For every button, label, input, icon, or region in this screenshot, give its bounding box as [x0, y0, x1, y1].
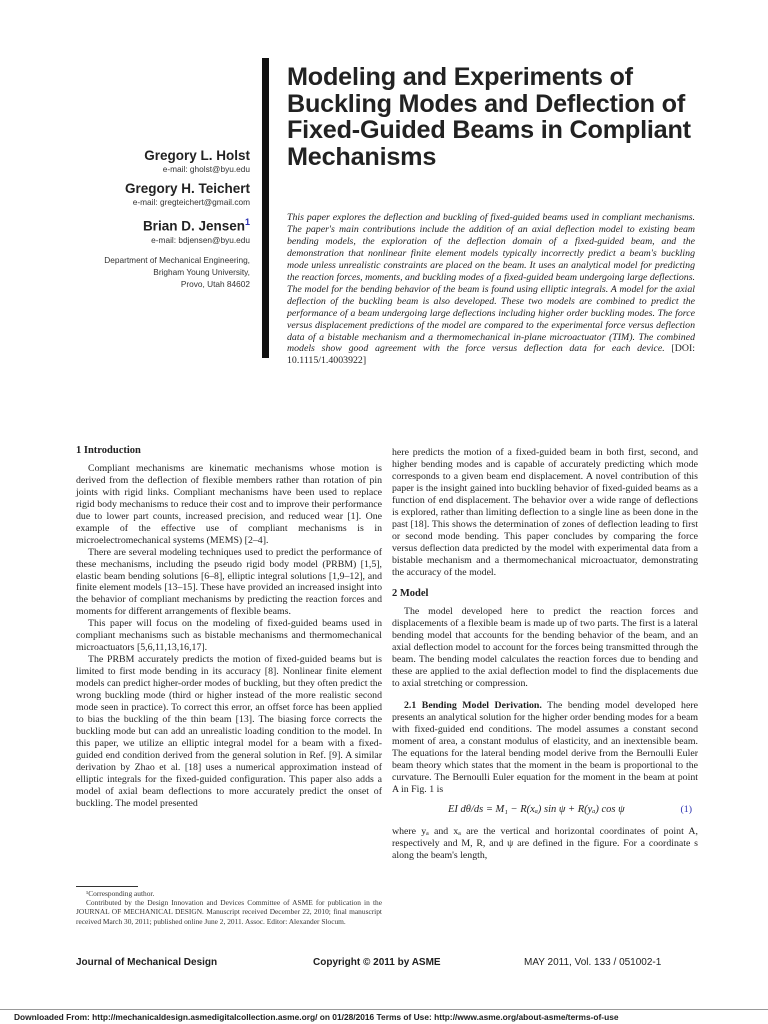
footnote: Contributed by the Design Innovation and Devices Committee of ASME for publication in the JOURNAL OF MECHANICAL DESIGN. Manuscript received December 22, 2010; final manuscript received March 30, 2011; published online June 2, 2011. Assoc. Editor: Alexander Slocum.	[76, 898, 382, 926]
abstract	[287, 212, 695, 367]
footnotes	[76, 889, 382, 926]
abstract-text: This paper explores the deflection and buckling of fixed-guided beams used in compliant mechanisms. The paper's main contributions include the addition of an axial deflection model to existing beam bending models, the exploration of the deflection domain of a fixed-guided beam, and the demonstration that nonlinear finite element models typically incorrectly predict a beam's buckling mode unless unrealistic constraints are placed on the beam. It uses an analytical model for predicting the reaction forces, moments, and buckling modes of a fixed-guided beam undergoing large deflections. The model for the bending behavior of the beam is found using elliptic integrals. A model for the axial deflection of the buckling beam is also developed. These two models are combined to predict the performance of a beam undergoing large deflections including higher order buckling modes. The force versus displacement predictions of the model are compared to the experimental force versus deflection data of a bistable mechanism and a thermomechanical in-plane microactuator (TIM). The combined models show good agreement with the force versus deflection data for each device.	[287, 212, 695, 355]
equation	[392, 804, 698, 816]
paragraph: This paper will focus on the modeling of fixed-guided beams used in compliant mechanisms such as bistable mechanisms and thermomechanical microactuators [5,6,11,13,16,17].	[76, 618, 382, 654]
author-block	[80, 148, 250, 290]
affiliation-line: Provo, Utah 84602	[180, 278, 250, 289]
footer-journal: Journal of Mechanical Design	[76, 957, 218, 968]
author-name	[80, 214, 250, 235]
doi[interactable]: [DOI: 10.1115/1.4003922]	[287, 343, 695, 367]
author-email[interactable]: e-mail: bdjensen@byu.edu	[151, 234, 250, 245]
subsection-text: The bending model developed here presents an analytical solution for the higher order bending modes for a beam with fixed-guided end conditions. The model assumes a constant second moment of area, a constant modulus of elasticity, and an inextensible beam. The equations for the lateral bending model derive from the Bernoulli Euler beam theory which states that the moment in the beam is proportional to the curvature. The Bernoulli Euler equation for the moment in the beam at point A in Fig. 1 is	[392, 700, 698, 795]
paragraph: where yₐ and xₐ are the vertical and horizontal coordinates of point A, respectively and M, R, and ψ are defined in the figure. For a coordinate s along the beam's length,	[392, 825, 698, 861]
paper-title: Modeling and Experiments of Buckling Modes and Deflection of Fixed-Guided Beams in Compliant Mechanisms	[287, 63, 691, 171]
affiliation	[80, 254, 250, 290]
title-bar-decoration	[262, 58, 269, 358]
paragraph: There are several modeling techniques used to predict the performance of these mechanisms, including the pseudo rigid body model (PRBM) [1,5], elastic beam bending solutions [6–8], elliptic integral solutions [1,9–12], and finite element models [13–15]. These have provided an increased insight into the behavior of compliant mechanisms by predicting the reaction forces and moments for different arrangements of flexible beams.	[76, 546, 382, 618]
column-right	[392, 447, 698, 862]
footnote: ¹Corresponding author.	[86, 889, 155, 898]
divider	[0, 1009, 768, 1010]
author-name: Gregory L. Holst	[144, 148, 250, 163]
download-notice[interactable]: Downloaded From: http://mechanicaldesign.asmedigitalcollection.asme.org/ on 01/28/2016 Terms of Use: http://www.asme.org/about-asme/terms-of-use	[14, 1012, 619, 1022]
affiliation-line: Brigham Young University,	[153, 266, 250, 277]
section-heading: 2 Model	[392, 588, 429, 600]
paragraph: The PRBM accurately predicts the motion of fixed-guided beams but is limited to first mode bending in its accuracy [8]. Nonlinear finite element models can predict higher-order modes of buckling, but they often predict the wrong buckling mode (third or higher instead of the more realistic second mode seen in practice). To correct this error, an offset force has been applied to bias the buckling of the thin beam [13]. The biasing force corrects the buckling mode but can add an unrealistic loading condition to the model. In this paper, we utilize an elliptic integral model for a beam with a fixed-guided end condition derived from the general solution in Ref. [9]. A similar derivation by Zhao et al. [18] uses a numerical approximation instead of elliptic integrals for the fixed-guided configuration. This paper also adds a model of axial beam deflections to more accurately predict the onset of buckling. The model presented	[76, 654, 382, 809]
author-email[interactable]: e-mail: gregteichert@gmail.com	[132, 197, 250, 207]
section-heading: 1 Introduction	[76, 445, 141, 456]
affiliation-line: Department of Mechanical Engineering,	[104, 254, 250, 265]
paragraph: Compliant mechanisms are kinematic mechanisms whose motion is derived from the deflection of flexible members rather than rotation of pin joints with rigid links. Compliant mechanisms have been used to replace rigid body mechanisms to reduce their cost and to improve their performance due to lower part counts, increased precision, and reduced wear [1]. One example of the effective use of compliant mechanisms is in microelectromechanical systems (MEMS) [2–4].	[76, 462, 382, 546]
footer-issue: MAY 2011, Vol. 133 / 051002-1	[524, 957, 662, 968]
equation-expression: EI dθ/ds = M₁ − R(xₐ) sin ψ + R(yₐ) cos ψ	[448, 803, 625, 815]
paragraph: here predicts the motion of a fixed-guided beam in both first, second, and higher bending modes and is capable of accurately predicting which mode corresponds to a given beam end displacement. A novel contribution of this paper is the insight gained into buckling behavior of fixed-guided beams as a function of end displacement. The behavior over a wide range of deflections is explored, rather than limiting deflection to a single line as been done in the past [18]. This shows the determination of zones of deflection leading to first or second mode bending. This paper concludes by comparing the force versus deflection data predicted by the model with experimental data from a bistable mechanism and a thermomechanical microactuator, demonstrating the accuracy of the model.	[392, 447, 698, 578]
paragraph: The model developed here to predict the reaction forces and displacements of a flexible beam is made up of two parts. The first is a lateral bending model that accounts for the bending behavior of the beam, and an axial deflection model to account for the forces being transmitted through the beam. The bending model calculates the reaction forces due to bending and these are applied to the axial deflection model to find the displacements due to axial stretching or compression.	[392, 606, 698, 690]
footnote-rule	[76, 886, 138, 887]
author-email[interactable]: e-mail: gholst@byu.edu	[162, 164, 250, 174]
author-name-text: Brian D. Jensen	[142, 218, 245, 234]
author-name: Gregory H. Teichert	[124, 181, 250, 196]
equation-number[interactable]: (1)	[680, 803, 692, 815]
footer-copyright: Copyright © 2011 by ASME	[313, 957, 441, 968]
column-left	[76, 445, 382, 810]
subsection-heading: 2.1 Bending Model Derivation.	[404, 700, 542, 712]
footnote-marker[interactable]: 1	[244, 217, 250, 227]
paragraph	[392, 700, 698, 796]
